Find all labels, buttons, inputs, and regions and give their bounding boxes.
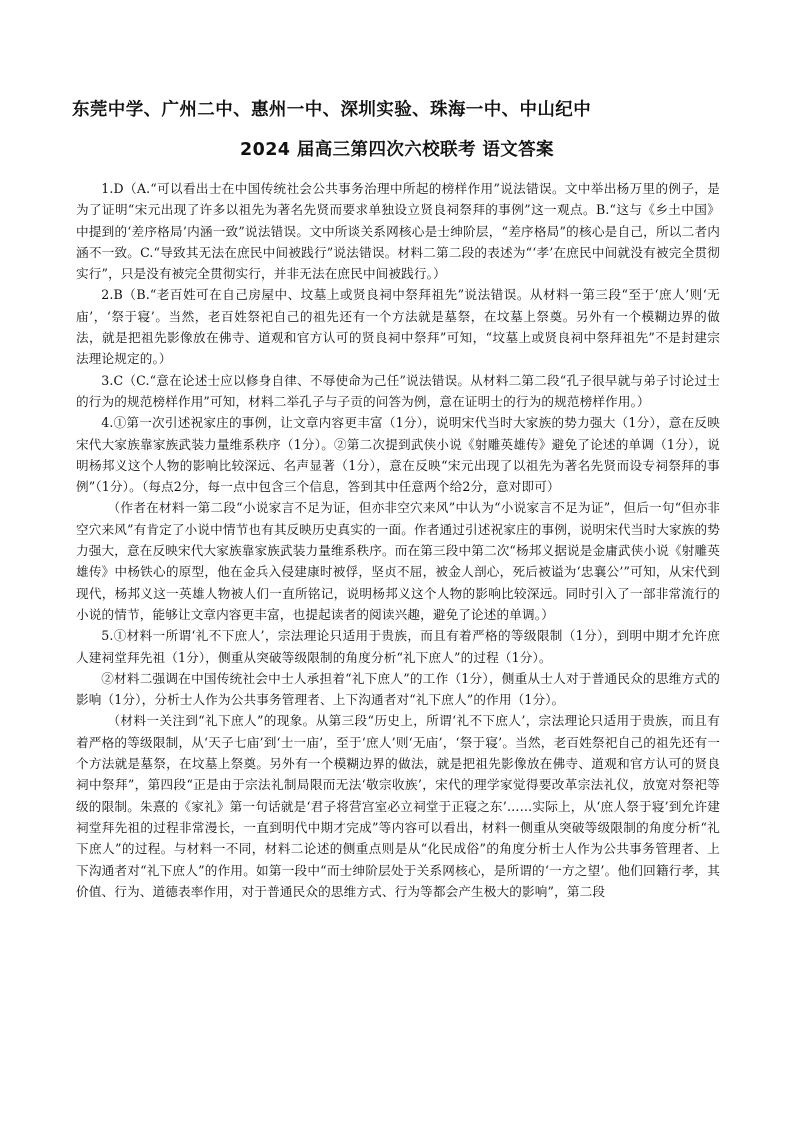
school-list-header: 东莞中学、广州二中、惠州一中、深圳实验、珠海一中、中山纪中: [72, 100, 592, 120]
answer-paragraph: 1.D（A.“可以看出士在中国传统社会公共事务治理中所起的榜样作用”说法错误。文中举出杨万里的例子，是为了证明“宋元出现了许多以祖先为著名先贤而要求单独设立贤良祠祭拜的事例”这一观点。B.“这与《乡土中国》中提到的‘差序格局’内涵一致”说法错误。文中所谈关系网核心是士绅阶层，“差序格局”的核心是自己，所以二者内涵不一致。C.“导致其无法在庶民中间被践行”说法错误。材料二第二段的表述为“‘孝’在庶民中间就没有被完全贯彻实行”，只是没有被完全贯彻实行，并非无法在庶民中间被践行。）: [76, 181, 720, 282]
answer-body: [76, 178, 720, 902]
answer-paragraph: （作者在材料一第二段“小说家言不足为证，但亦非空穴来风”中认为“小说家言不足为证”，但后一句“但亦非空穴来风”有肯定了小说中情节也有其反映历史真实的一面。作者通过引述祝家庄的事例，说明宋代当时大家族的势力强大，意在反映宋代大家族靠家族武装力量维系秩序。而在第三段中第二次“杨邦义据说是金庸武侠小说《射雕英雄传》中杨铁心的原型，他在金兵入侵建康时被俘，坚贞不屈，被金人剖心，死后被谥为‘忠襄公’”可知，从宋代到现代，杨邦义这一英雄人物被人们一直所铭记，说明杨邦义这个人物的影响比较深远。同时引入了一部非常流行的小说的情节，能够让文章内容更丰富，也提起读者的阅读兴趣，避免了论述的单调。）: [76, 500, 720, 622]
answer-paragraph: 2.B（B.“老百姓可在自己房屋中、坟墓上或贤良祠中祭拜祖先”说法错误。从材料一第三段“至于‘庶人’则‘无庙’，‘祭于寝’。当然，老百姓祭祀自己的祖先还有一个方法就是墓祭，在坟墓上祭奠。另外有一个模糊边界的做法，就是把祖先影像放在佛寺、道观和官方认可的贤良祠中祭拜”可知，“坟墓上或贤良祠中祭拜祖先”不是封建宗法理论规定的。）: [76, 287, 720, 367]
answer-paragraph: 3.C（C.“意在论述士应以修身自律、不辱使命为己任”说法错误。从材料二第二段“孔子很早就与弟子讨论过士的行为的规范榜样作用”可知，材料二举孔子与子贡的问答为例，意在证明士的行为的规范榜样作用。）: [76, 372, 720, 409]
page-title: 2024 届高三第四次六校联考 语文答案: [240, 140, 554, 160]
answer-paragraph: （材料一关注到“礼下庶人”的现象。从第三段“历史上，所谓‘礼不下庶人’，宗法理论只适用于贵族，而且有着严格的等级限制，从‘天子七庙’到‘士一庙’，至于‘庶人’则‘无庙’，‘祭于寝’。当然，老百姓祭祀自己的祖先还有一个方法就是墓祭，在坟墓上祭奠。另外有一个模糊边界的做法，就是把祖先影像放在佛寺、道观和官方认可的贤良祠中祭拜”，第四段“正是由于宗法礼制局限而无法‘敬宗收族’，宋代的理学家觉得要改革宗法礼仪，放宽对祭祀等级的限制。朱熹的《家礼》第一句话就是‘君子将营宫室必立祠堂于正寝之东’……实际上，从‘庶人祭于寝’到允许建祠堂拜先祖的过程非常漫长，一直到明代中期才完成”等内容可以看出，材料一侧重从突破等级限制的角度分析“礼下庶人”的过程。与材料一不同，材料二论述的侧重点则是从“化民成俗”的角度分析士人作为公共事务管理者、上下沟通者对“礼下庶人”的作用。如第一段中“而士绅阶层处于关系网核心，是所谓的‘一方之望’。他们回籍行孝，其价值、行为、道德表率作用，对于普通民众的思维方式、行为等都会产生极大的影响”，第二段: [76, 713, 720, 899]
answer-paragraph: 4.①第一次引述祝家庄的事例，让文章内容更丰富（1分），说明宋代当时大家族的势力强大（1分），意在反映宋代大家族靠家族武装力量维系秩序（1分）。②第二次提到武侠小说《射雕英雄传》避免了论述的单调（1分），说明杨邦义这个人物的影响比较深远、名声显著（1分），意在反映“宋元出现了以祖先为著名先贤而设专祠祭拜的事例”（1分）。（每点2分，每一点中包含三个信息，答到其中任意两个给2分，意对即可）: [76, 415, 720, 495]
answer-paragraph: 5.①材料一所谓‘礼不下庶人’，宗法理论只适用于贵族，而且有着严格的等级限制（1分），到明中期才允许庶人建祠堂拜先祖（1分），侧重从突破等级限制的角度分析“礼下庶人”的过程（1分）。: [76, 628, 720, 665]
answer-paragraph: ②材料二强调在中国传统社会中士人承担着“礼下庶人”的工作（1分），侧重从士人对于普通民众的思维方式的影响（1分），分析士人作为公共事务管理者、上下沟通者对“礼下庶人”的作用（1分）。: [76, 670, 720, 708]
